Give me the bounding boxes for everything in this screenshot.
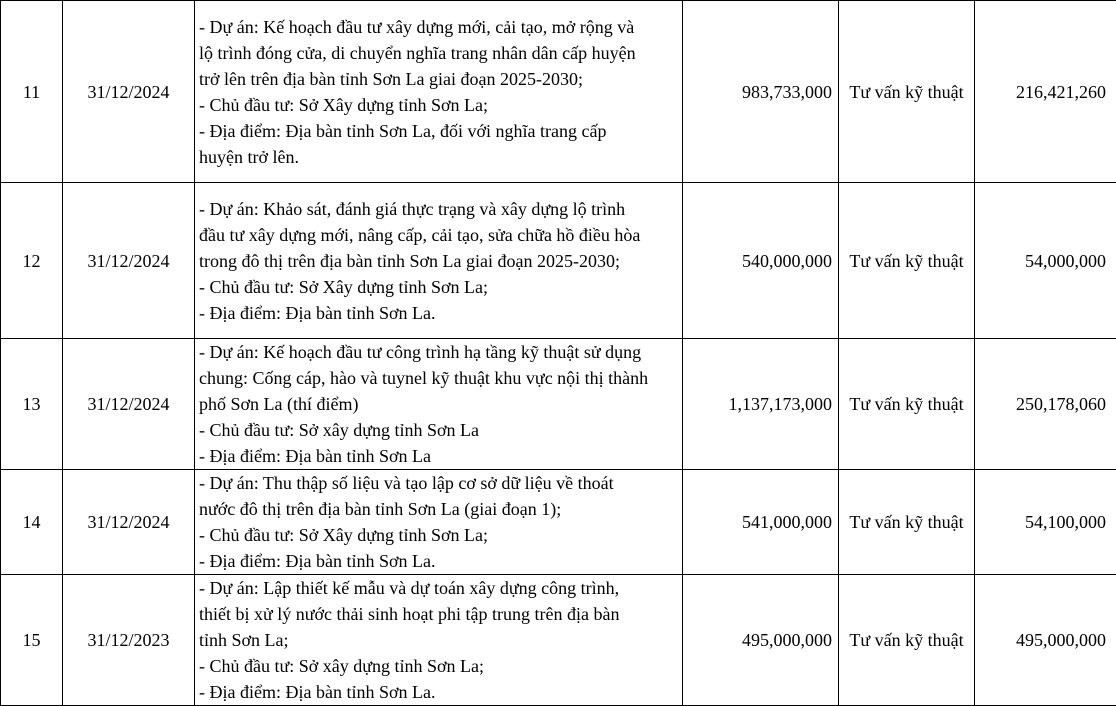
row-date: 31/12/2023	[63, 575, 195, 706]
description-line: - Dự án: Khảo sát, đánh giá thực trạng và xây dựng lộ trình	[199, 196, 678, 222]
table-row	[1, 183, 1116, 339]
row-number: 12	[1, 183, 63, 339]
row-date: 31/12/2024	[63, 470, 195, 575]
description-line: - Địa điểm: Địa bàn tỉnh Sơn La	[199, 443, 678, 469]
table-row	[1, 470, 1116, 575]
description-line: tỉnh Sơn La;	[199, 627, 678, 653]
description-line: - Địa điểm: Địa bàn tỉnh Sơn La.	[199, 548, 678, 574]
row-service-type: Tư vấn kỹ thuật	[839, 183, 975, 339]
row-service-type: Tư vấn kỹ thuật	[839, 575, 975, 706]
description-line: trở lên trên địa bàn tỉnh Sơn La giai đoạn 2025-2030;	[199, 66, 678, 92]
row-description	[195, 470, 683, 575]
row-contract-value: 1,137,173,000	[683, 339, 839, 470]
row-contract-value: 495,000,000	[683, 575, 839, 706]
row-description	[195, 575, 683, 706]
description-line: - Chủ đầu tư: Sở Xây dựng tỉnh Sơn La;	[199, 522, 678, 548]
row-contract-value: 540,000,000	[683, 183, 839, 339]
description-line: - Chủ đầu tư: Sở Xây dựng tỉnh Sơn La;	[199, 274, 678, 300]
row-amount: 250,178,060	[975, 339, 1116, 470]
row-date: 31/12/2024	[63, 1, 195, 183]
row-number: 11	[1, 1, 63, 183]
description-line: lộ trình đóng cửa, di chuyển nghĩa trang nhân dân cấp huyện	[199, 40, 678, 66]
table-row	[1, 1, 1116, 183]
description-line: chung: Cống cáp, hào và tuynel kỹ thuật khu vực nội thị thành	[199, 365, 678, 391]
row-service-type: Tư vấn kỹ thuật	[839, 339, 975, 470]
row-amount: 495,000,000	[975, 575, 1116, 706]
description-line: nước đô thị trên địa bàn tỉnh Sơn La (giai đoạn 1);	[199, 496, 678, 522]
row-date: 31/12/2024	[63, 339, 195, 470]
description-line: - Dự án: Thu thập số liệu và tạo lập cơ sở dữ liệu về thoát	[199, 470, 678, 496]
row-amount: 54,000,000	[975, 183, 1116, 339]
description-line: - Chủ đầu tư: Sở xây dựng tỉnh Sơn La;	[199, 653, 678, 679]
table-row	[1, 339, 1116, 470]
row-amount: 216,421,260	[975, 1, 1116, 183]
description-line: phố Sơn La (thí điểm)	[199, 391, 678, 417]
row-service-type: Tư vấn kỹ thuật	[839, 470, 975, 575]
table-row	[1, 575, 1116, 706]
description-line: - Địa điểm: Địa bàn tỉnh Sơn La.	[199, 679, 678, 705]
description-line: - Chủ đầu tư: Sở Xây dựng tỉnh Sơn La;	[199, 92, 678, 118]
row-contract-value: 983,733,000	[683, 1, 839, 183]
description-line: - Dự án: Kế hoạch đầu tư xây dựng mới, cải tạo, mở rộng và	[199, 14, 678, 40]
row-number: 14	[1, 470, 63, 575]
table-body	[1, 1, 1116, 706]
description-line: trong đô thị trên địa bàn tỉnh Sơn La giai đoạn 2025-2030;	[199, 248, 678, 274]
row-description	[195, 339, 683, 470]
description-line: - Dự án: Kế hoạch đầu tư công trình hạ tầng kỹ thuật sử dụng	[199, 339, 678, 365]
row-description	[195, 1, 683, 183]
row-number: 15	[1, 575, 63, 706]
description-line: thiết bị xử lý nước thải sinh hoạt phi tập trung trên địa bàn	[199, 601, 678, 627]
row-contract-value: 541,000,000	[683, 470, 839, 575]
row-number: 13	[1, 339, 63, 470]
row-description	[195, 183, 683, 339]
row-amount: 54,100,000	[975, 470, 1116, 575]
description-line: huyện trở lên.	[199, 144, 678, 170]
description-line: - Địa điểm: Địa bàn tỉnh Sơn La.	[199, 300, 678, 326]
description-line: đầu tư xây dựng mới, nâng cấp, cải tạo, sửa chữa hồ điều hòa	[199, 222, 678, 248]
description-line: - Chủ đầu tư: Sở xây dựng tỉnh Sơn La	[199, 417, 678, 443]
description-line: - Địa điểm: Địa bàn tỉnh Sơn La, đối với nghĩa trang cấp	[199, 118, 678, 144]
description-line: - Dự án: Lập thiết kế mẫu và dự toán xây dựng công trình,	[199, 575, 678, 601]
row-date: 31/12/2024	[63, 183, 195, 339]
row-service-type: Tư vấn kỹ thuật	[839, 1, 975, 183]
